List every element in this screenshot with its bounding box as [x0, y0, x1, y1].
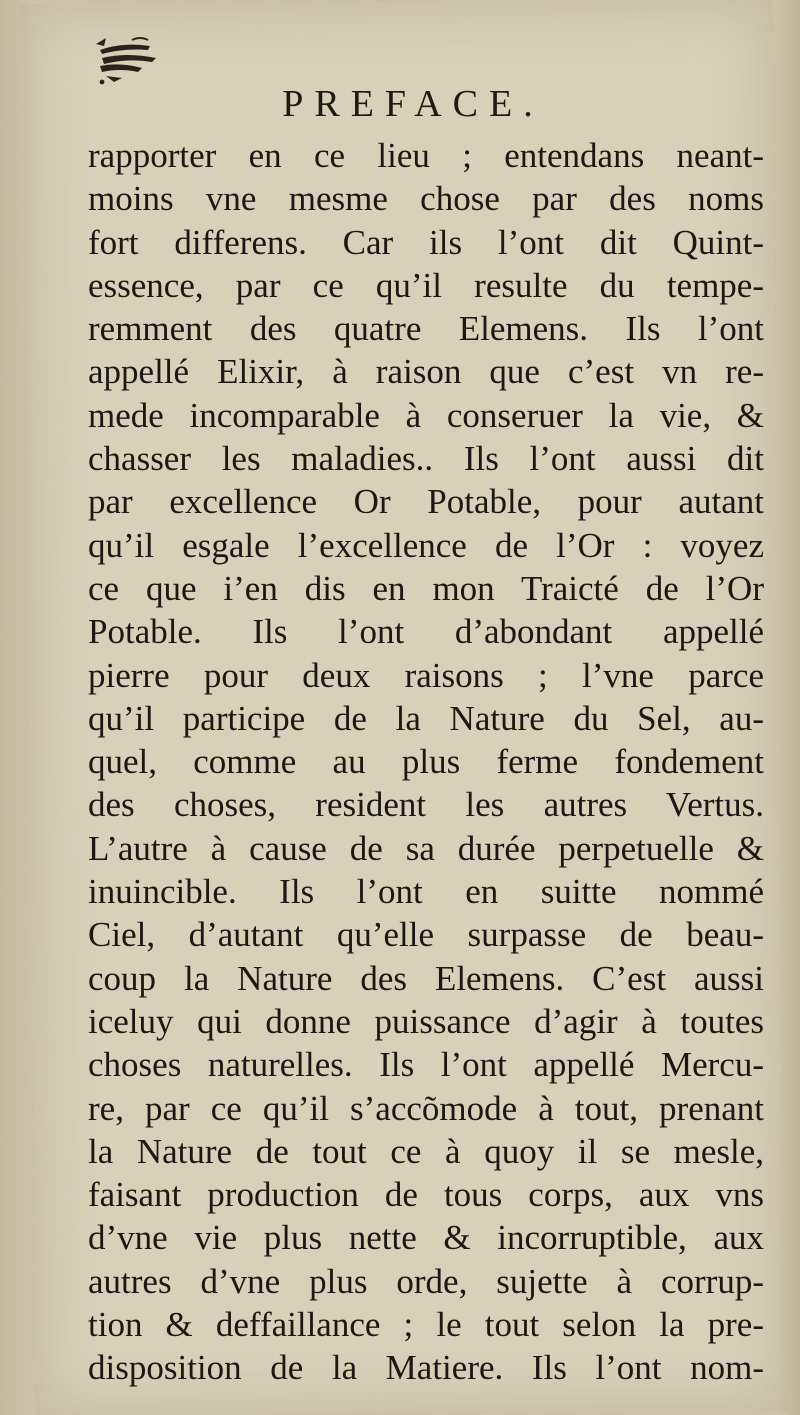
text-line: Potable. Ils l’ont d’abondant appellé [88, 612, 764, 652]
text-line: des choses, resident les autres Vertus. [88, 785, 764, 825]
text-line: coup la Nature des Elemens. C’est aussi [88, 958, 764, 998]
text-line: par excellence Or Potable, pour autant [88, 482, 764, 522]
text-line: faisant production de tous corps, aux vns [88, 1175, 764, 1215]
text-line: remment des quatre Elemens. Ils l’ont [88, 309, 764, 349]
text-line: L’autre à cause de sa durée perpetuelle & [88, 828, 764, 868]
binding-shadow [0, 0, 34, 1415]
text-line: inuincible. Ils l’ont en suitte nommé [88, 872, 764, 912]
text-line: d’vne vie plus nette & incorruptible, aux [88, 1218, 764, 1258]
text-line: mede incomparable à conseruer la vie, & [88, 395, 764, 435]
text-line: ce que i’en dis en mon Traicté de l’Or [88, 568, 764, 608]
text-line: tion & deffaillance ; le tout selon la pre- [88, 1305, 764, 1345]
text-line: quel, comme au plus ferme fondement [88, 742, 764, 782]
running-head: PREFACE. [282, 83, 544, 125]
page-edge-shadow [778, 0, 800, 1415]
text-line: qu’il esgale l’excellence de l’Or : voyez [88, 525, 764, 565]
text-line: qu’il participe de la Nature du Sel, au- [88, 698, 764, 738]
text-line: essence, par ce qu’il resulte du tempe- [88, 265, 764, 305]
text-line: fort differens. Car ils l’ont dit Quint- [88, 222, 764, 262]
text-line: re, par ce qu’il s’accõmode à tout, prenant [88, 1088, 764, 1128]
text-line: autres d’vne plus orde, sujette à corrup- [88, 1261, 764, 1301]
text-line: pierre pour deux raisons ; l’vne parce [88, 655, 764, 695]
text-line: iceluy qui donne puissance d’agir à toutes [88, 1001, 764, 1041]
text-line: rapporter en ce lieu ; entendans neant- [88, 136, 764, 175]
text-line: disposition de la Matiere. Ils l’ont nom- [88, 1348, 764, 1388]
body-text [88, 134, 764, 1390]
text-line: Ciel, d’autant qu’elle surpasse de beau- [88, 915, 764, 955]
text-line: appellé Elixir, à raison que c’est vn re- [88, 352, 764, 392]
text-line: la Nature de tout ce à quoy il se mesle, [88, 1131, 764, 1171]
text-line: choses naturelles. Ils l’ont appellé Mercu- [88, 1045, 764, 1085]
text-line: moins vne mesme chose par des noms [88, 179, 764, 219]
text-line: chasser les maladies.. Ils l’ont aussi dit [88, 439, 764, 479]
